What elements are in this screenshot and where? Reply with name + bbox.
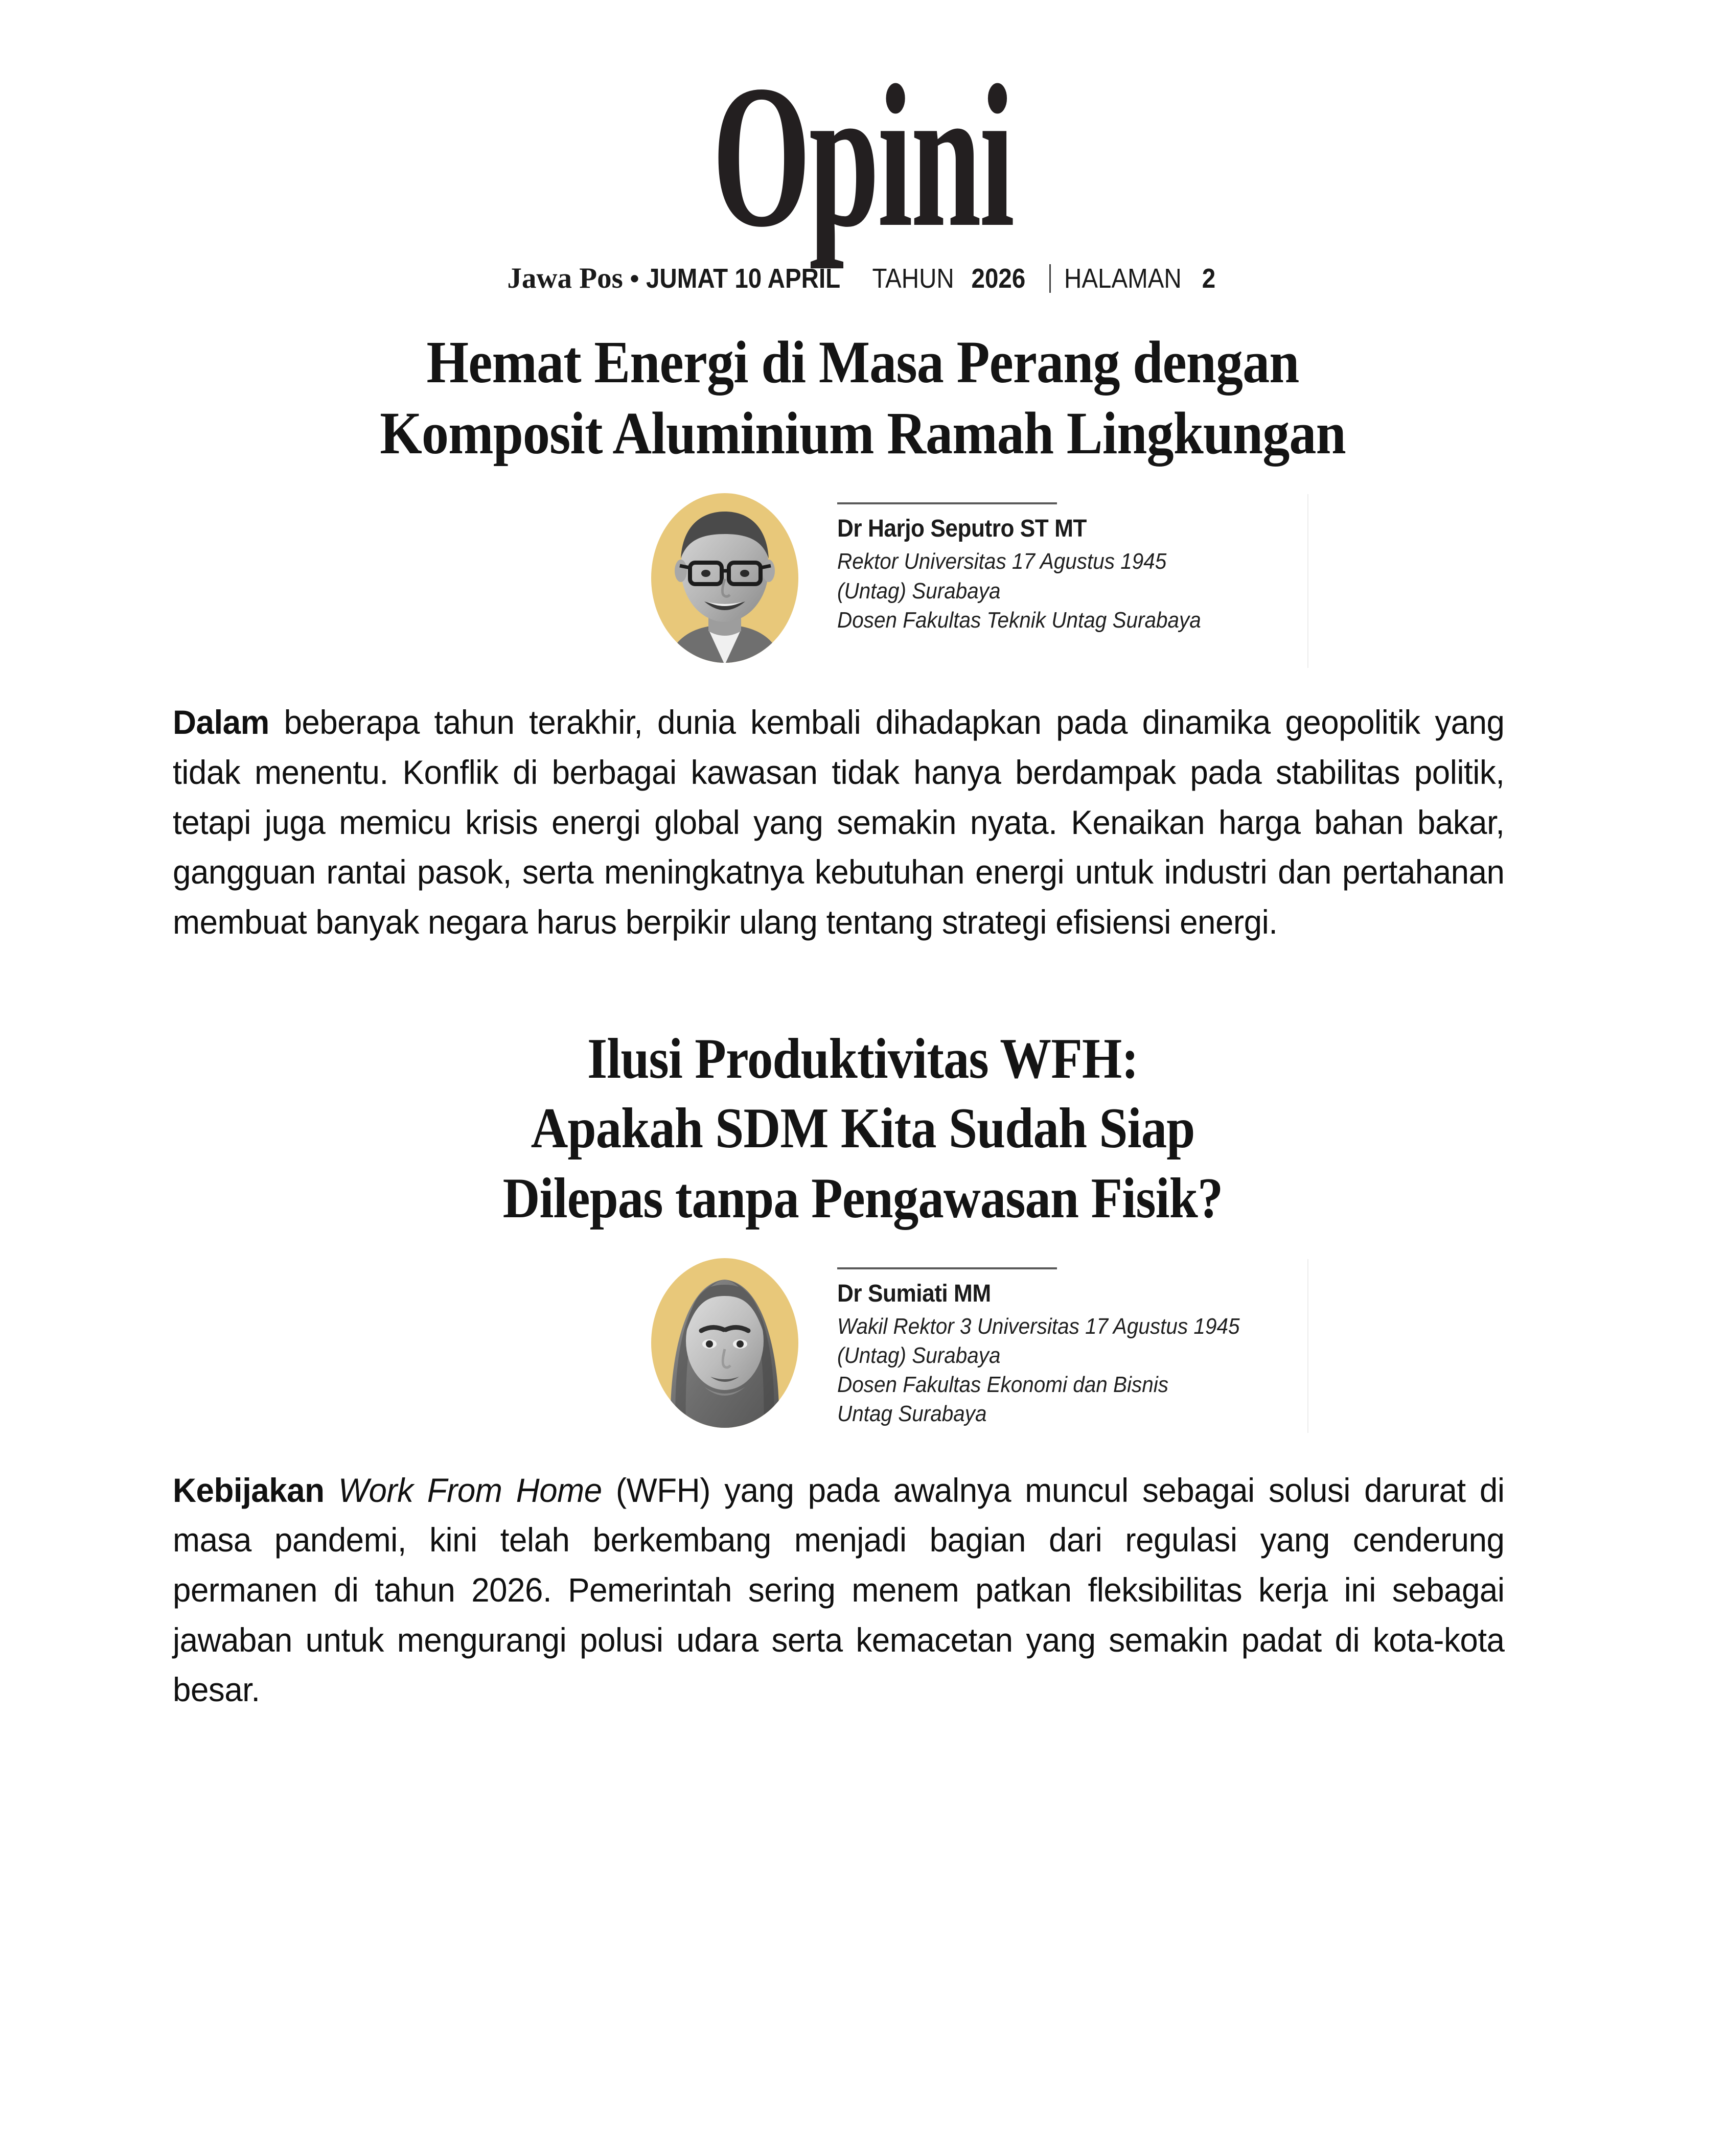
paragraph-text: (WFH) yang pada awalnya muncul sebagai solusi darurat di masa pandemi, kini telah berkembang menjadi bagian dari regulasi yang cenderung permanen di tahun 2026. Pemerintah sering menem patkan fleksibilitas kerja ini sebagai jawaban untuk mengurangi polusi udara serta kemacetan yang semakin padat di kota-kota besar. — [172, 1471, 1504, 1709]
section-title: Opini — [712, 43, 1013, 269]
author-role-line: (Untag) Surabaya — [837, 578, 1001, 604]
paragraph-lead-word: Dalam — [172, 703, 269, 741]
headline-line: Apakah SDM Kita Sudah Siap — [531, 1097, 1194, 1161]
byline-vertical-rule — [1307, 1259, 1308, 1433]
author-role — [837, 1312, 1279, 1429]
vertical-divider-icon — [1049, 264, 1051, 293]
author-name: Dr Harjo Seputro ST MT — [837, 515, 1087, 543]
headline-line: Komposit Aluminium Ramah Lingkungan — [379, 400, 1346, 467]
bullet-separator-icon: • — [630, 264, 639, 293]
article-2-byline — [244, 1256, 1481, 1430]
author-role-line: Untag Surabaya — [837, 1401, 987, 1427]
author-role-line: Dosen Fakultas Teknik Untag Surabaya — [837, 607, 1201, 633]
newspaper-brand: Jawa Pos — [507, 262, 623, 294]
headline-line: Ilusi Produktivitas WFH: — [587, 1027, 1138, 1091]
publication-year: 2026 — [971, 263, 1026, 294]
author-role-line: Dosen Fakultas Ekonomi dan Bisnis — [837, 1372, 1168, 1398]
author-role — [837, 547, 1279, 635]
headline-line: Dilepas tanpa Pengawasan Fisik? — [502, 1167, 1223, 1231]
author-role-line: Rektor Universitas 17 Agustus 1945 — [837, 549, 1166, 574]
article-1-byline — [244, 491, 1481, 665]
portrait-harjo-seputro — [648, 491, 801, 665]
portrait-sumiati — [648, 1256, 801, 1430]
article-2-body — [173, 1466, 1505, 1715]
publication-date: JUMAT 10 APRIL — [646, 263, 841, 294]
byline-vertical-rule — [1307, 494, 1308, 668]
article-2-headline — [242, 1024, 1484, 1234]
paragraph-italic-phrase: Work From Home — [338, 1471, 602, 1509]
byline-divider-rule — [837, 1267, 1057, 1269]
masthead — [0, 0, 1725, 295]
author-role-line: (Untag) Surabaya — [837, 1342, 1001, 1368]
page-number: 2 — [1202, 263, 1215, 294]
article-1-headline — [242, 327, 1484, 469]
author-name: Dr Sumiati MM — [837, 1280, 991, 1307]
headline-line: Hemat Energi di Masa Perang dengan — [426, 329, 1299, 396]
article-1-body — [173, 698, 1505, 947]
author-role-line: Wakil Rektor 3 Universitas 17 Agustus 1945 — [837, 1313, 1239, 1339]
avatar-face-illustration — [648, 1256, 801, 1430]
byline-divider-rule — [837, 502, 1057, 504]
avatar-face-illustration — [648, 491, 801, 665]
byline-text-block — [837, 491, 1318, 635]
paragraph-lead-word: Kebijakan — [172, 1471, 325, 1509]
paragraph-text: beberapa tahun terakhir, dunia kembali dihadapkan pada dinamika geopolitik yang tidak menentu. Konflik di berbagai kawasan tidak hanya berdampak pada stabilitas politik, tetapi juga memicu krisis energi global yang semakin nyata. Kenaikan harga bahan bakar, gangguan rantai pasok, serta meningkatnya kebutuhan energi untuk industri dan pertahanan membuat banyak negara harus berpikir ulang tentang strategi efisiensi energi. — [172, 703, 1504, 941]
page-label: HALAMAN — [1064, 263, 1182, 294]
byline-text-block — [837, 1256, 1318, 1429]
year-label: TAHUN — [872, 263, 955, 294]
